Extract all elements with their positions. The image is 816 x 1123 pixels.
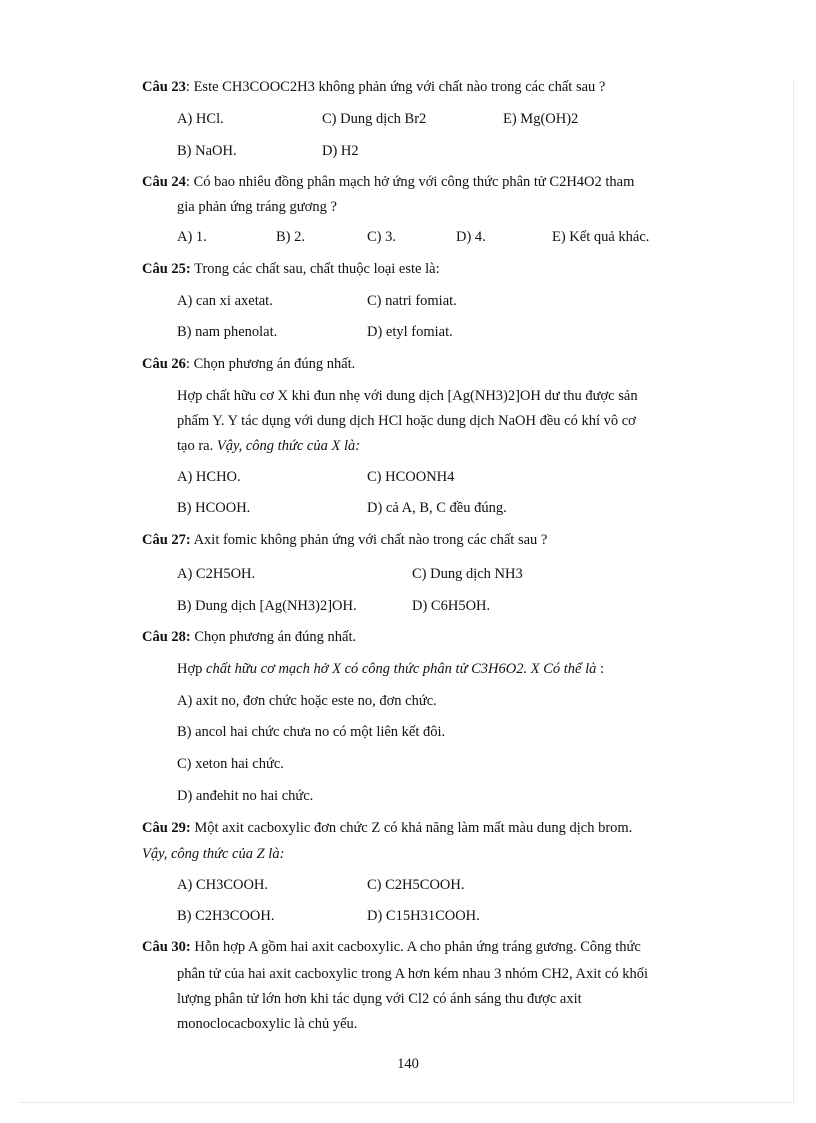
option-a: A) HCl.: [177, 111, 224, 127]
question-24: [142, 173, 634, 191]
question-text-cont: phân tử của hai axit cacboxylic trong A hơn kém nhau 3 nhóm CH2, Axit có khối: [177, 966, 648, 982]
option-d: D) H2: [322, 143, 359, 159]
question-text: Trong các chất sau, chất thuộc loại este là:: [190, 261, 440, 277]
question-text-cont: lượng phân tử lớn hơn khi tác dụng với Cl2 có ánh sáng thu được axit: [177, 991, 582, 1007]
option-a: A) HCHO.: [177, 469, 241, 485]
body-prompt: chất hữu cơ mạch hở X có công thức phân tử C3H6O2. X Có thể là: [206, 661, 597, 677]
body-prompt: Vậy, công thức của X là:: [216, 438, 361, 454]
question-label: Câu 29:: [142, 820, 191, 836]
question-29: [142, 819, 632, 837]
option-a: A) 1.: [177, 229, 207, 245]
question-text: : Có bao nhiêu đồng phân mạch hở ứng với công thức phân tử C2H4O2 tham: [185, 174, 635, 190]
option-c: C) xeton hai chức.: [177, 756, 284, 772]
option-e: E) Mg(OH)2: [503, 111, 579, 127]
question-text: : Este CH3COOC2H3 không phản ứng với chất nào trong các chất sau ?: [185, 79, 606, 95]
question-label: Câu 24: [142, 174, 186, 190]
option-b: B) Dung dịch [Ag(NH3)2]OH.: [177, 598, 357, 614]
option-b: B) HCOOH.: [177, 500, 251, 516]
page-border-right: [793, 80, 794, 1103]
question-text: Axit fomic không phản ứng với chất nào trong các chất sau ?: [190, 532, 548, 548]
question-body-line: phẩm Y. Y tác dụng với dung dịch HCl hoặc dung dịch NaOH đều có khí vô cơ: [177, 413, 636, 429]
question-text: : Chọn phương án đúng nhất.: [185, 356, 356, 372]
question-23: [142, 78, 605, 96]
option-e: E) Kết quả khác.: [552, 229, 650, 245]
question-prompt: Vậy, công thức của Z là:: [142, 846, 285, 862]
option-b: B) ancol hai chức chưa no có một liên kết đôi.: [177, 724, 446, 740]
option-d: D) etyl fomiat.: [367, 324, 453, 340]
question-30: [142, 938, 641, 956]
option-c: C) natri fomiat.: [367, 293, 457, 309]
body-text: tạo ra.: [177, 438, 217, 454]
option-b: B) NaOH.: [177, 143, 237, 159]
body-text: :: [596, 661, 605, 677]
question-26: [142, 355, 355, 373]
option-a: A) CH3COOH.: [177, 877, 269, 893]
option-b: B) C2H3COOH.: [177, 908, 275, 924]
option-c: C) C2H5COOH.: [367, 877, 465, 893]
option-c: C) Dung dịch Br2: [322, 111, 427, 127]
question-28: [142, 628, 356, 646]
option-a: A) C2H5OH.: [177, 566, 256, 582]
option-a: A) axit no, đơn chức hoặc este no, đơn chức.: [177, 693, 437, 709]
option-d: D) cả A, B, C đều đúng.: [367, 500, 507, 516]
question-label: Câu 25:: [142, 261, 191, 277]
question-text-cont: monoclocacboxylic là chủ yếu.: [177, 1016, 358, 1032]
question-label: Câu 27:: [142, 532, 191, 548]
question-label: Câu 28:: [142, 629, 191, 645]
option-c: C) 3.: [367, 229, 396, 245]
option-c: C) HCOONH4: [367, 469, 455, 485]
option-d: D) C15H31COOH.: [367, 908, 480, 924]
question-body-line: [177, 437, 360, 455]
option-b: B) nam phenolat.: [177, 324, 278, 340]
option-a: A) can xi axetat.: [177, 293, 273, 309]
option-d: D) anđehit no hai chức.: [177, 788, 314, 804]
page-border-bottom: [20, 1102, 794, 1103]
option-b: B) 2.: [276, 229, 305, 245]
question-body-line: [177, 660, 604, 678]
body-text: Hợp: [177, 661, 207, 677]
question-text: Hỗn hợp A gồm hai axit cacboxylic. A cho phản ứng tráng gương. Công thức: [190, 939, 641, 955]
question-text-cont: gia phản ứng tráng gương ?: [177, 199, 337, 215]
option-d: D) C6H5OH.: [412, 598, 491, 614]
question-label: Câu 26: [142, 356, 186, 372]
question-label: Câu 30:: [142, 939, 191, 955]
question-text: Chọn phương án đúng nhất.: [190, 629, 357, 645]
question-body-line: Hợp chất hữu cơ X khi đun nhẹ với dung dịch [Ag(NH3)2]OH dư thu được sản: [177, 388, 638, 404]
option-c: C) Dung dịch NH3: [412, 566, 523, 582]
question-label: Câu 23: [142, 79, 186, 95]
option-d: D) 4.: [456, 229, 486, 245]
page-number: 140: [397, 1056, 419, 1072]
question-27: [142, 531, 547, 549]
question-25: [142, 260, 440, 278]
question-text: Một axit cacboxylic đơn chức Z có khả năng làm mất màu dung dịch brom.: [190, 820, 633, 836]
